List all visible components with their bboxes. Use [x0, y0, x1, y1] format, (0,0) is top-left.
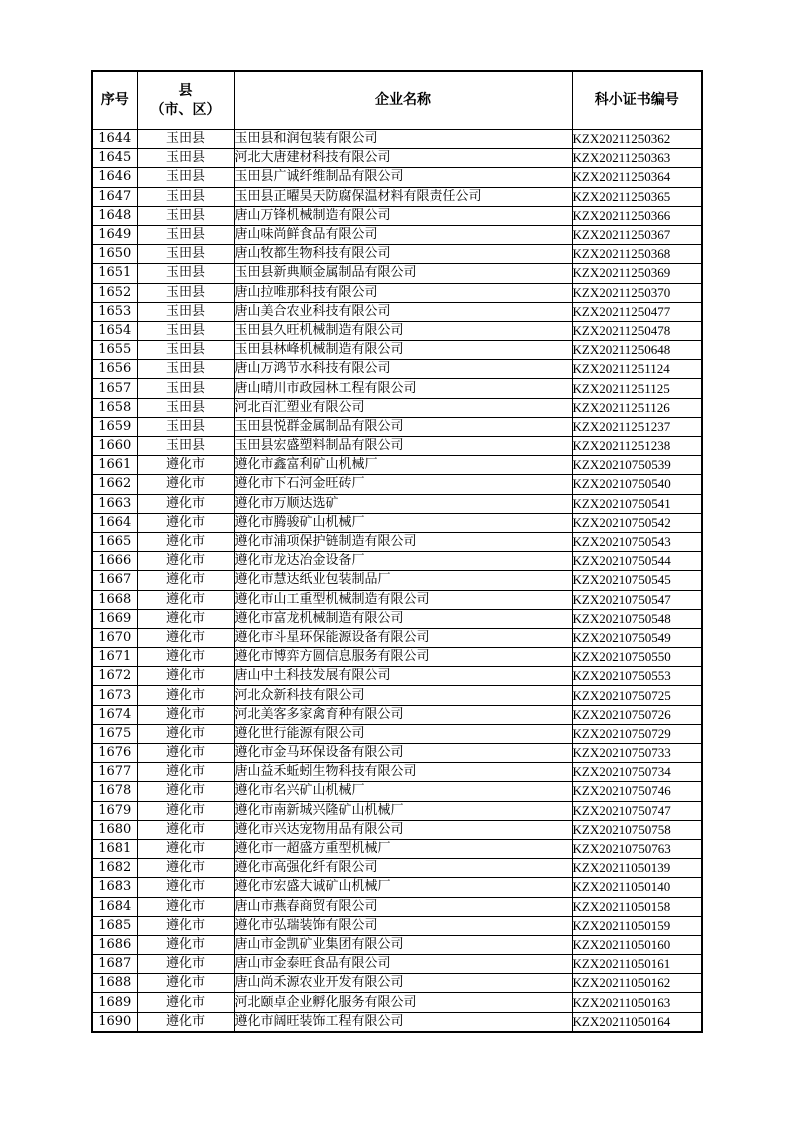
table-row: [92, 513, 702, 532]
cell-serial-number: 1667: [92, 571, 137, 590]
cell-serial-number: 1676: [92, 744, 137, 763]
table-row: [92, 321, 702, 340]
cell-company-name: 遵化市斗星环保能源设备有限公司: [234, 628, 572, 647]
cell-company-name: 遵化市弘瑞装饰有限公司: [234, 916, 572, 935]
cell-serial-number: 1658: [92, 398, 137, 417]
cell-serial-number: 1684: [92, 897, 137, 916]
cell-serial-number: 1682: [92, 859, 137, 878]
cell-certificate-number: KZX20211250363: [572, 149, 702, 168]
cell-serial-number: 1664: [92, 513, 137, 532]
cell-county: 遵化市: [137, 839, 234, 858]
cell-county: 遵化市: [137, 705, 234, 724]
cell-serial-number: 1668: [92, 590, 137, 609]
cell-county: 遵化市: [137, 532, 234, 551]
cell-company-name: 遵化世行能源有限公司: [234, 724, 572, 743]
cell-certificate-number: KZX20211050140: [572, 878, 702, 897]
table-row: [92, 628, 702, 647]
cell-company-name: 遵化市金马环保设备有限公司: [234, 744, 572, 763]
cell-certificate-number: KZX20211050159: [572, 916, 702, 935]
cell-company-name: 玉田县和润包装有限公司: [234, 130, 572, 149]
cell-company-name: 河北百汇塑业有限公司: [234, 398, 572, 417]
cell-serial-number: 1652: [92, 283, 137, 302]
cell-company-name: 遵化市一超盛方重型机械厂: [234, 839, 572, 858]
cell-certificate-number: KZX20210750763: [572, 839, 702, 858]
cell-serial-number: 1646: [92, 168, 137, 187]
cell-certificate-number: KZX20211250368: [572, 245, 702, 264]
cell-county: 遵化市: [137, 475, 234, 494]
table-row: [92, 398, 702, 417]
table-row: [92, 552, 702, 571]
cell-serial-number: 1687: [92, 955, 137, 974]
cell-company-name: 唐山中土科技发展有限公司: [234, 667, 572, 686]
table-row: [92, 897, 702, 916]
cell-certificate-number: KZX20211250478: [572, 321, 702, 340]
cell-certificate-number: KZX20211250367: [572, 225, 702, 244]
cell-certificate-number: KZX20211251125: [572, 379, 702, 398]
cell-company-name: 玉田县宏盛塑料制品有限公司: [234, 437, 572, 456]
table-row: [92, 302, 702, 321]
cell-company-name: 唐山益禾蚯蚓生物科技有限公司: [234, 763, 572, 782]
cell-serial-number: 1661: [92, 456, 137, 475]
cell-certificate-number: KZX20210750747: [572, 801, 702, 820]
cell-county: 遵化市: [137, 763, 234, 782]
cell-county: 玉田县: [137, 206, 234, 225]
cell-serial-number: 1665: [92, 532, 137, 551]
cell-company-name: 河北美客多家禽育种有限公司: [234, 705, 572, 724]
header-company-name: [234, 71, 572, 130]
cell-serial-number: 1663: [92, 494, 137, 513]
cell-certificate-number: KZX20211050164: [572, 1012, 702, 1032]
cell-certificate-number: KZX20211250648: [572, 341, 702, 360]
cell-serial-number: 1681: [92, 839, 137, 858]
cell-company-name: 唐山尚禾源农业开发有限公司: [234, 974, 572, 993]
cell-county: 遵化市: [137, 1012, 234, 1032]
cell-county: 玉田县: [137, 321, 234, 340]
cell-serial-number: 1662: [92, 475, 137, 494]
table-row: [92, 993, 702, 1012]
cell-county: 遵化市: [137, 801, 234, 820]
cell-certificate-number: KZX20210750544: [572, 552, 702, 571]
table-row: [92, 206, 702, 225]
cell-serial-number: 1678: [92, 782, 137, 801]
cell-company-name: 唐山市燕春商贸有限公司: [234, 897, 572, 916]
table-row: [92, 264, 702, 283]
table-row: [92, 187, 702, 206]
cell-county: 玉田县: [137, 283, 234, 302]
cell-county: 玉田县: [137, 379, 234, 398]
table-row: [92, 360, 702, 379]
header-serial-number: [92, 71, 137, 130]
table-row: [92, 839, 702, 858]
cell-county: 玉田县: [137, 360, 234, 379]
cell-county: 遵化市: [137, 916, 234, 935]
cell-serial-number: 1683: [92, 878, 137, 897]
cell-county: 遵化市: [137, 628, 234, 647]
cell-certificate-number: KZX20210750746: [572, 782, 702, 801]
table-row: [92, 130, 702, 149]
cell-company-name: 唐山市金凯矿业集团有限公司: [234, 935, 572, 954]
cell-certificate-number: KZX20210750540: [572, 475, 702, 494]
cell-serial-number: 1657: [92, 379, 137, 398]
cell-certificate-number: KZX20210750725: [572, 686, 702, 705]
cell-company-name: 遵化市万顺达选矿: [234, 494, 572, 513]
cell-certificate-number: KZX20211250370: [572, 283, 702, 302]
cell-county: 遵化市: [137, 456, 234, 475]
header-company-name-label: 企业名称: [375, 92, 431, 108]
table-header: [92, 71, 702, 130]
cell-serial-number: 1659: [92, 417, 137, 436]
cell-company-name: 遵化市宏盛大诚矿山机械厂: [234, 878, 572, 897]
table-row: [92, 955, 702, 974]
table-row: [92, 571, 702, 590]
cell-serial-number: 1685: [92, 916, 137, 935]
cell-county: 玉田县: [137, 417, 234, 436]
cell-serial-number: 1645: [92, 149, 137, 168]
cell-county: 玉田县: [137, 225, 234, 244]
cell-county: 玉田县: [137, 168, 234, 187]
cell-company-name: 唐山牧都生物科技有限公司: [234, 245, 572, 264]
header-certificate-number: [572, 71, 702, 130]
cell-certificate-number: KZX20211251238: [572, 437, 702, 456]
cell-serial-number: 1653: [92, 302, 137, 321]
cell-county: 遵化市: [137, 993, 234, 1012]
cell-county: 玉田县: [137, 341, 234, 360]
table-row: [92, 648, 702, 667]
cell-company-name: 唐山万鸿节水科技有限公司: [234, 360, 572, 379]
cell-county: 遵化市: [137, 494, 234, 513]
cell-county: 遵化市: [137, 782, 234, 801]
cell-certificate-number: KZX20210750547: [572, 590, 702, 609]
cell-certificate-number: KZX20211250365: [572, 187, 702, 206]
cell-county: 玉田县: [137, 130, 234, 149]
cell-certificate-number: KZX20210750758: [572, 820, 702, 839]
cell-serial-number: 1647: [92, 187, 137, 206]
cell-serial-number: 1673: [92, 686, 137, 705]
cell-serial-number: 1688: [92, 974, 137, 993]
cell-serial-number: 1669: [92, 609, 137, 628]
cell-certificate-number: KZX20211250364: [572, 168, 702, 187]
cell-company-name: 遵化市龙达冶金设备厂: [234, 552, 572, 571]
cell-county: 遵化市: [137, 724, 234, 743]
table-row: [92, 149, 702, 168]
cell-county: 遵化市: [137, 648, 234, 667]
table-row: [92, 417, 702, 436]
cell-county: 遵化市: [137, 667, 234, 686]
table-row: [92, 763, 702, 782]
table-row: [92, 686, 702, 705]
cell-company-name: 河北大唐建材科技有限公司: [234, 149, 572, 168]
cell-serial-number: 1677: [92, 763, 137, 782]
cell-serial-number: 1671: [92, 648, 137, 667]
header-county: [137, 71, 234, 130]
cell-company-name: 遵化市浦项保护链制造有限公司: [234, 532, 572, 551]
cell-company-name: 遵化市鑫富利矿山机械厂: [234, 456, 572, 475]
cell-company-name: 遵化市腾骏矿山机械厂: [234, 513, 572, 532]
table-row: [92, 974, 702, 993]
cell-serial-number: 1679: [92, 801, 137, 820]
table-row: [92, 916, 702, 935]
table-row: [92, 494, 702, 513]
table-row: [92, 724, 702, 743]
cell-county: 遵化市: [137, 744, 234, 763]
cell-certificate-number: KZX20210750550: [572, 648, 702, 667]
cell-county: 遵化市: [137, 878, 234, 897]
table-row: [92, 705, 702, 724]
table-row: [92, 590, 702, 609]
cell-serial-number: 1666: [92, 552, 137, 571]
cell-certificate-number: KZX20211050161: [572, 955, 702, 974]
cell-company-name: 遵化市南新城兴隆矿山机械厂: [234, 801, 572, 820]
table-row: [92, 820, 702, 839]
cell-company-name: 遵化市博弈方圆信息服务有限公司: [234, 648, 572, 667]
table-row: [92, 744, 702, 763]
cell-certificate-number: KZX20211250366: [572, 206, 702, 225]
cell-county: 遵化市: [137, 552, 234, 571]
cell-serial-number: 1670: [92, 628, 137, 647]
header-county-line2: （市、区）: [150, 101, 221, 118]
cell-company-name: 唐山拉唯那科技有限公司: [234, 283, 572, 302]
cell-certificate-number: KZX20210750539: [572, 456, 702, 475]
table-row: [92, 168, 702, 187]
cell-serial-number: 1648: [92, 206, 137, 225]
cell-company-name: 玉田县久旺机械制造有限公司: [234, 321, 572, 340]
cell-company-name: 遵化市高强化纤有限公司: [234, 859, 572, 878]
cell-serial-number: 1690: [92, 1012, 137, 1032]
table-row: [92, 1012, 702, 1032]
cell-county: 遵化市: [137, 609, 234, 628]
cell-county: 遵化市: [137, 935, 234, 954]
cell-certificate-number: KZX20211050162: [572, 974, 702, 993]
cell-certificate-number: KZX20211250369: [572, 264, 702, 283]
cell-county: 遵化市: [137, 590, 234, 609]
table-row: [92, 341, 702, 360]
table-body: [92, 130, 702, 1032]
cell-county: 遵化市: [137, 513, 234, 532]
cell-serial-number: 1654: [92, 321, 137, 340]
cell-company-name: 遵化市下石河金旺砖厂: [234, 475, 572, 494]
cell-certificate-number: KZX20211250362: [572, 130, 702, 149]
table-row: [92, 801, 702, 820]
cell-certificate-number: KZX20210750545: [572, 571, 702, 590]
cell-company-name: 唐山市金泰旺食品有限公司: [234, 955, 572, 974]
cell-county: 遵化市: [137, 820, 234, 839]
cell-certificate-number: KZX20210750733: [572, 744, 702, 763]
cell-county: 遵化市: [137, 955, 234, 974]
header-county-line1: 县: [178, 82, 193, 99]
cell-company-name: 遵化市名兴矿山机械厂: [234, 782, 572, 801]
cell-company-name: 唐山万锋机械制造有限公司: [234, 206, 572, 225]
cell-company-name: 唐山晴川市政园林工程有限公司: [234, 379, 572, 398]
cell-county: 遵化市: [137, 897, 234, 916]
registry-table: [91, 70, 703, 1033]
cell-county: 玉田县: [137, 187, 234, 206]
cell-certificate-number: KZX20210750734: [572, 763, 702, 782]
cell-certificate-number: KZX20211050139: [572, 859, 702, 878]
header-certificate-number-label: 科小证书编号: [594, 92, 679, 108]
table-row: [92, 456, 702, 475]
table-row: [92, 379, 702, 398]
cell-serial-number: 1651: [92, 264, 137, 283]
cell-serial-number: 1680: [92, 820, 137, 839]
cell-company-name: 玉田县林峰机械制造有限公司: [234, 341, 572, 360]
cell-county: 玉田县: [137, 245, 234, 264]
cell-serial-number: 1650: [92, 245, 137, 264]
cell-serial-number: 1644: [92, 130, 137, 149]
cell-serial-number: 1649: [92, 225, 137, 244]
cell-company-name: 河北颐卓企业孵化服务有限公司: [234, 993, 572, 1012]
cell-company-name: 遵化市慧达纸业包装制品厂: [234, 571, 572, 590]
table-row: [92, 532, 702, 551]
cell-certificate-number: KZX20210750541: [572, 494, 702, 513]
table-row: [92, 878, 702, 897]
table-row: [92, 245, 702, 264]
cell-company-name: 河北众新科技有限公司: [234, 686, 572, 705]
cell-company-name: 玉田县正曜昊天防腐保温材料有限责任公司: [234, 187, 572, 206]
cell-county: 遵化市: [137, 686, 234, 705]
cell-company-name: 唐山味尚鲜食品有限公司: [234, 225, 572, 244]
table-row: [92, 782, 702, 801]
cell-company-name: 唐山美合农业科技有限公司: [234, 302, 572, 321]
cell-county: 玉田县: [137, 149, 234, 168]
cell-county: 玉田县: [137, 302, 234, 321]
cell-certificate-number: KZX20211050160: [572, 935, 702, 954]
table-row: [92, 859, 702, 878]
cell-company-name: 遵化市阔旺装饰工程有限公司: [234, 1012, 572, 1032]
cell-certificate-number: KZX20210750729: [572, 724, 702, 743]
cell-serial-number: 1686: [92, 935, 137, 954]
cell-county: 遵化市: [137, 974, 234, 993]
cell-county: 玉田县: [137, 437, 234, 456]
cell-serial-number: 1656: [92, 360, 137, 379]
cell-certificate-number: KZX20210750548: [572, 609, 702, 628]
cell-company-name: 玉田县新典顺金属制品有限公司: [234, 264, 572, 283]
table-row: [92, 437, 702, 456]
cell-county: 遵化市: [137, 571, 234, 590]
table-row: [92, 609, 702, 628]
cell-serial-number: 1674: [92, 705, 137, 724]
cell-serial-number: 1689: [92, 993, 137, 1012]
header-row: [92, 71, 702, 130]
cell-county: 玉田县: [137, 264, 234, 283]
table-row: [92, 283, 702, 302]
cell-serial-number: 1660: [92, 437, 137, 456]
cell-company-name: 玉田县悦群金属制品有限公司: [234, 417, 572, 436]
cell-certificate-number: KZX20211251124: [572, 360, 702, 379]
cell-certificate-number: KZX20210750726: [572, 705, 702, 724]
cell-company-name: 遵化市兴达宠物用品有限公司: [234, 820, 572, 839]
header-serial-number-label: 序号: [100, 92, 129, 108]
cell-serial-number: 1672: [92, 667, 137, 686]
cell-certificate-number: KZX20211251126: [572, 398, 702, 417]
cell-certificate-number: KZX20210750543: [572, 532, 702, 551]
cell-certificate-number: KZX20211050163: [572, 993, 702, 1012]
cell-county: 玉田县: [137, 398, 234, 417]
cell-certificate-number: KZX20210750549: [572, 628, 702, 647]
table-row: [92, 225, 702, 244]
cell-certificate-number: KZX20211250477: [572, 302, 702, 321]
cell-serial-number: 1675: [92, 724, 137, 743]
table-row: [92, 475, 702, 494]
cell-certificate-number: KZX20211050158: [572, 897, 702, 916]
cell-serial-number: 1655: [92, 341, 137, 360]
table-row: [92, 667, 702, 686]
cell-company-name: 遵化市富龙机械制造有限公司: [234, 609, 572, 628]
cell-certificate-number: KZX20210750553: [572, 667, 702, 686]
cell-certificate-number: KZX20211251237: [572, 417, 702, 436]
cell-company-name: 玉田县广诚纤维制品有限公司: [234, 168, 572, 187]
cell-county: 遵化市: [137, 859, 234, 878]
cell-company-name: 遵化市山工重型机械制造有限公司: [234, 590, 572, 609]
table-row: [92, 935, 702, 954]
cell-certificate-number: KZX20210750542: [572, 513, 702, 532]
